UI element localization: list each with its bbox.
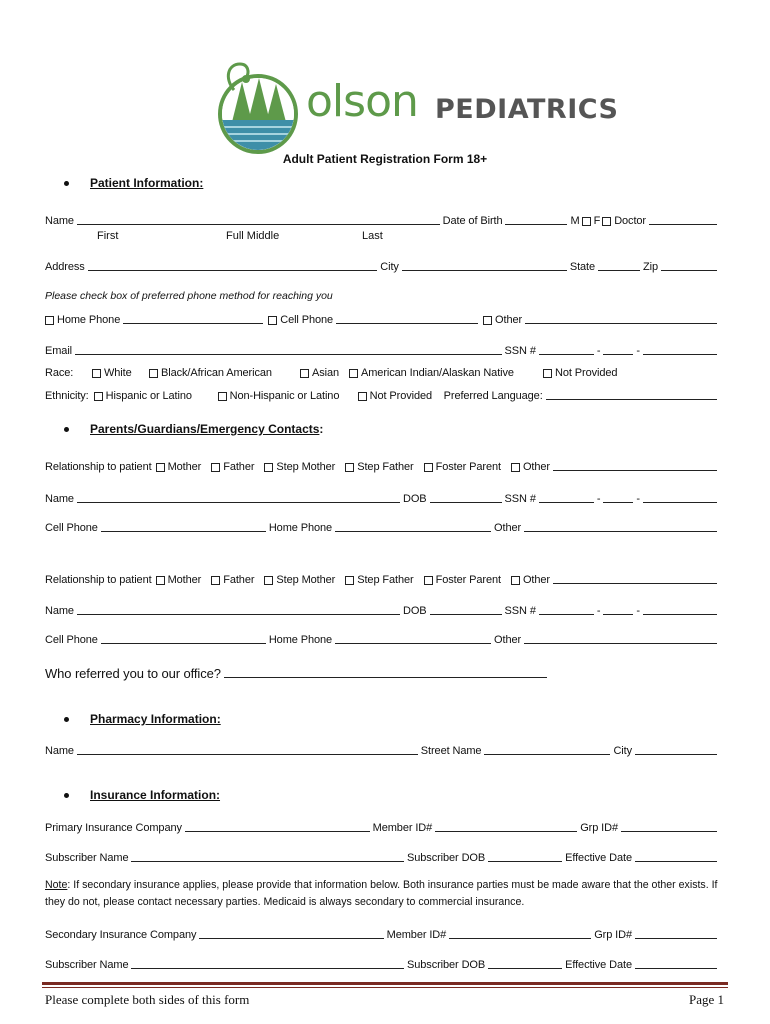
race-american-indian-checkbox[interactable]	[349, 369, 358, 378]
ssn-part1-field[interactable]	[539, 354, 594, 355]
contact1-relationship-row: Relationship to patient Mother Father Step Mother Step Father Foster Parent Other	[45, 457, 720, 473]
bullet-icon	[64, 181, 69, 186]
contact2-name-row: Name DOB SSN # - -	[45, 601, 720, 617]
secondary-insurance-field[interactable]	[199, 938, 383, 939]
contact1-step-mother-checkbox[interactable]	[264, 463, 273, 472]
patient-name-row: Name Date of Birth M F Doctor	[45, 211, 720, 227]
contact1-dob-field[interactable]	[430, 502, 502, 503]
primary-member-id-field[interactable]	[435, 831, 577, 832]
contact2-mother-checkbox[interactable]	[156, 576, 165, 585]
race-black-checkbox[interactable]	[149, 369, 158, 378]
contact1-other-field[interactable]	[553, 470, 717, 471]
contact1-ssn-part3-field[interactable]	[643, 502, 717, 503]
name-middle-label: Full Middle	[226, 230, 280, 242]
sex-m-checkbox[interactable]	[582, 217, 591, 226]
patient-email-field[interactable]	[75, 354, 502, 355]
section-pharmacy-heading: Pharmacy Information:	[64, 712, 221, 726]
contact1-step-father-checkbox[interactable]	[345, 463, 354, 472]
pharmacy-row: Name Street Name City	[45, 741, 720, 757]
preferred-language-field[interactable]	[546, 399, 717, 400]
contact2-phone-row: Cell Phone Home Phone Other	[45, 630, 720, 646]
logo-subword: PEDIATRICS	[435, 94, 619, 125]
home-phone-checkbox[interactable]	[45, 316, 54, 325]
home-phone-field[interactable]	[123, 323, 263, 324]
primary-insurance-field[interactable]	[185, 831, 370, 832]
practice-logo	[214, 60, 619, 160]
cell-phone-checkbox[interactable]	[268, 316, 277, 325]
pharmacy-city-field[interactable]	[635, 754, 717, 755]
primary-insurance-row: Primary Insurance Company Member ID# Grp ID#	[45, 818, 720, 834]
referral-row: Who referred you to our office?	[45, 662, 550, 680]
secondary-subscriber-row: Subscriber Name Subscriber DOB Effective Date	[45, 955, 720, 971]
secondary-member-id-field[interactable]	[449, 938, 591, 939]
pharmacy-street-field[interactable]	[484, 754, 610, 755]
referral-field[interactable]	[224, 677, 547, 678]
contact2-step-mother-checkbox[interactable]	[264, 576, 273, 585]
contact2-step-father-checkbox[interactable]	[345, 576, 354, 585]
contact2-ssn-part2-field[interactable]	[603, 614, 633, 615]
patient-state-field[interactable]	[598, 270, 640, 271]
page-number: Page 1	[688, 992, 724, 1007]
ethnicity-hispanic-checkbox[interactable]	[94, 392, 103, 401]
contact2-ssn-part1-field[interactable]	[539, 614, 594, 615]
footer-rule-thin	[42, 987, 728, 988]
stethoscope-tree-icon	[214, 60, 300, 160]
contact2-other-field[interactable]	[553, 583, 717, 584]
bullet-icon	[64, 793, 69, 798]
contact1-other-checkbox[interactable]	[511, 463, 520, 472]
cell-phone-field[interactable]	[336, 323, 478, 324]
contact1-home-phone-field[interactable]	[335, 531, 491, 532]
patient-city-field[interactable]	[402, 270, 567, 271]
contact1-name-field[interactable]	[77, 502, 400, 503]
contact1-phone-row: Cell Phone Home Phone Other	[45, 518, 720, 534]
ethnicity-non-hispanic-checkbox[interactable]	[218, 392, 227, 401]
secondary-subscriber-dob-field[interactable]	[488, 968, 562, 969]
contact1-name-row: Name DOB SSN # - -	[45, 489, 720, 505]
sex-f-checkbox[interactable]	[602, 217, 611, 226]
secondary-effective-date-field[interactable]	[635, 968, 717, 969]
secondary-insurance-row: Secondary Insurance Company Member ID# Grp ID#	[45, 925, 720, 941]
primary-effective-date-field[interactable]	[635, 861, 717, 862]
primary-subscriber-row: Subscriber Name Subscriber DOB Effective Date	[45, 848, 720, 864]
name-first-label: First	[97, 230, 119, 242]
contact2-relationship-row: Relationship to patient Mother Father Step Mother Step Father Foster Parent Other	[45, 570, 720, 586]
ethnicity-not-provided-checkbox[interactable]	[358, 392, 367, 401]
contact1-mother-checkbox[interactable]	[156, 463, 165, 472]
bullet-icon	[64, 427, 69, 432]
bullet-icon	[64, 717, 69, 722]
patient-address-field[interactable]	[88, 270, 378, 271]
contact2-other-checkbox[interactable]	[511, 576, 520, 585]
section-contacts-heading: Parents/Guardians/Emergency Contacts :	[64, 422, 323, 436]
patient-address-row: Address City State Zip	[45, 257, 720, 273]
contact1-foster-parent-checkbox[interactable]	[424, 463, 433, 472]
contact2-home-phone-field[interactable]	[335, 643, 491, 644]
footer-instruction: Please complete both sides of this form	[45, 992, 250, 1007]
contact2-cell-phone-field[interactable]	[101, 643, 266, 644]
other-phone-checkbox[interactable]	[483, 316, 492, 325]
contact1-ssn-part1-field[interactable]	[539, 502, 594, 503]
patient-email-row: Email SSN # - -	[45, 341, 720, 357]
ssn-part2-field[interactable]	[603, 354, 633, 355]
patient-dob-field[interactable]	[505, 224, 567, 225]
race-white-checkbox[interactable]	[92, 369, 101, 378]
contact2-name-field[interactable]	[77, 614, 400, 615]
primary-subscriber-dob-field[interactable]	[488, 861, 562, 862]
secondary-grp-id-field[interactable]	[635, 938, 717, 939]
form-title: Adult Patient Registration Form 18+	[282, 152, 488, 166]
name-last-label: Last	[362, 230, 383, 242]
contact2-dob-field[interactable]	[430, 614, 502, 615]
patient-phone-row: Home Phone Cell Phone Other	[45, 310, 720, 326]
secondary-subscriber-name-field[interactable]	[131, 968, 404, 969]
contact2-father-checkbox[interactable]	[211, 576, 220, 585]
race-not-provided-checkbox[interactable]	[543, 369, 552, 378]
race-asian-checkbox[interactable]	[300, 369, 309, 378]
primary-grp-id-field[interactable]	[621, 831, 717, 832]
pharmacy-name-field[interactable]	[77, 754, 418, 755]
contact1-cell-phone-field[interactable]	[101, 531, 266, 532]
contact2-ssn-part3-field[interactable]	[643, 614, 717, 615]
phone-prompt: Please check box of preferred phone method for reaching you	[45, 290, 333, 302]
patient-name-field[interactable]	[77, 224, 440, 225]
ethnicity-row: Ethnicity: Hispanic or Latino Non-Hispanic or Latino Not Provided Preferred Language:	[45, 386, 720, 402]
race-row: Race: White Black/African American Asian American Indian/Alaskan Native Not Provided	[45, 367, 618, 379]
contact2-other-phone-field[interactable]	[524, 643, 717, 644]
logo-word: olson	[306, 76, 418, 127]
contact2-foster-parent-checkbox[interactable]	[424, 576, 433, 585]
primary-subscriber-name-field[interactable]	[131, 861, 404, 862]
section-patient-heading: Patient Information:	[64, 176, 203, 190]
other-phone-field[interactable]	[525, 323, 717, 324]
ssn-part3-field[interactable]	[643, 354, 717, 355]
section-insurance-heading: Insurance Information:	[64, 788, 220, 802]
contact1-ssn-part2-field[interactable]	[603, 502, 633, 503]
contact1-father-checkbox[interactable]	[211, 463, 220, 472]
footer-rule	[42, 982, 728, 985]
patient-doctor-field[interactable]	[649, 224, 717, 225]
insurance-note: Note: If secondary insurance applies, please provide that information below. Both insurance parties must be made aware that the other exists. If they do not, please contact necessary parties. Medicaid is always secondary to commercial insurance.	[45, 879, 718, 908]
patient-zip-field[interactable]	[661, 270, 717, 271]
contact1-other-phone-field[interactable]	[524, 531, 717, 532]
